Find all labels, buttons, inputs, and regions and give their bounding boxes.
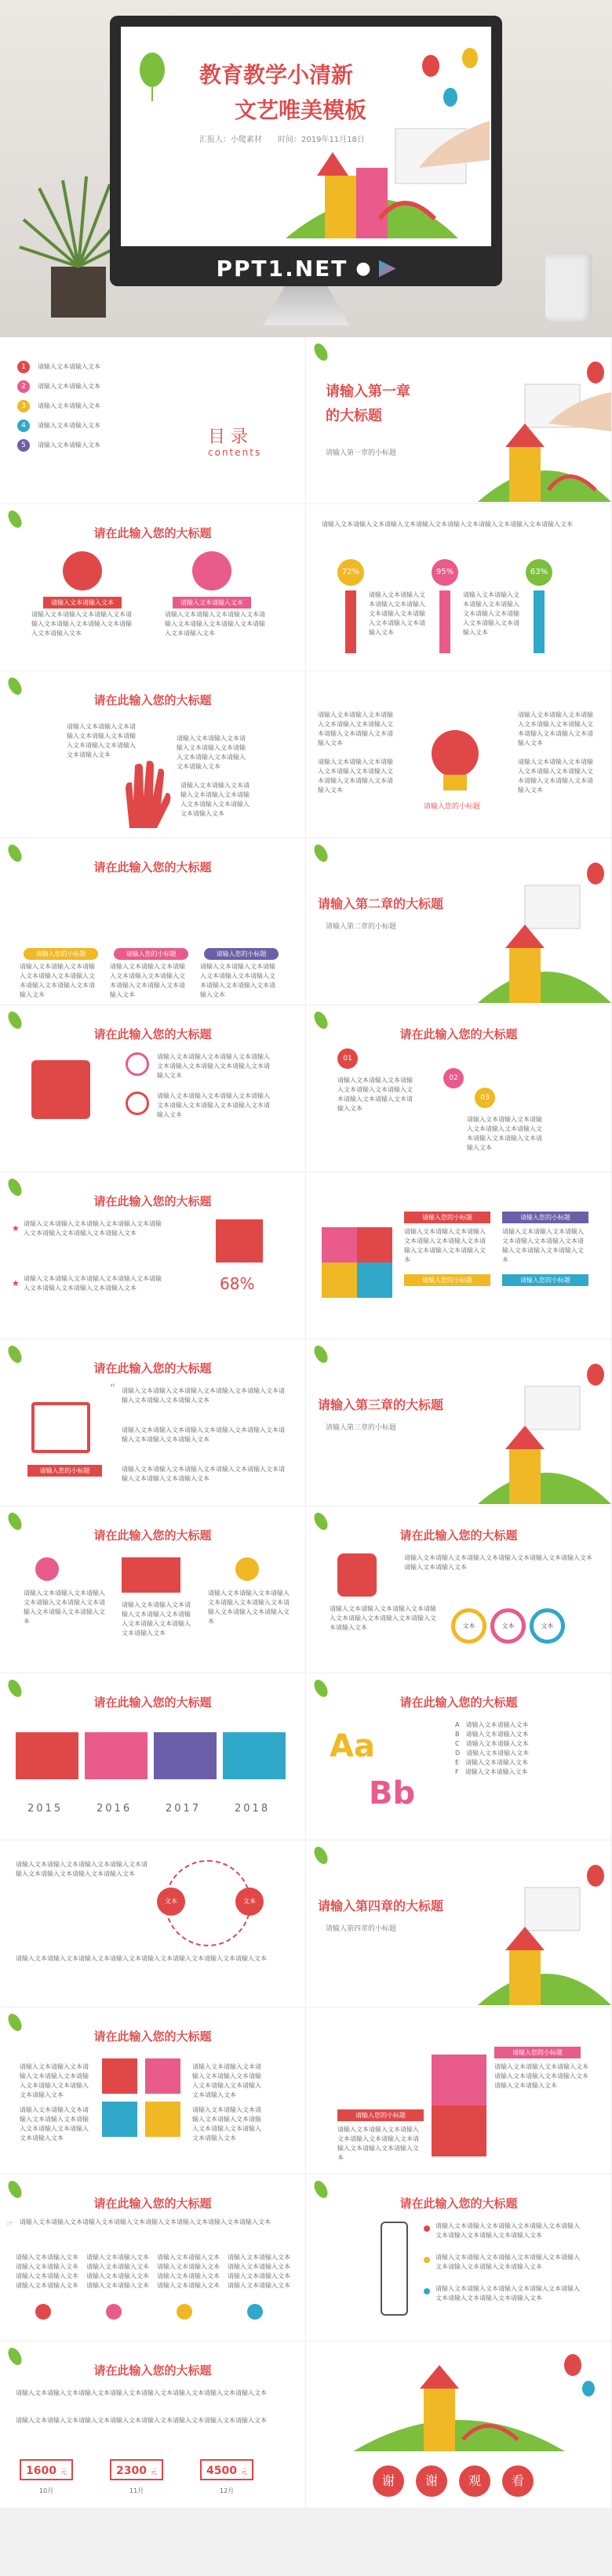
- body-text: 请输入文本请输入文本请输入文本请输入文本请输入文本请输入文本请输入文本请输入文本: [369, 591, 425, 636]
- slide-steps: [306, 1005, 612, 1172]
- body-text: 请输入文本请输入文本请输入文本请输入文本请输入文本请输入文本请输入文本请输入文本: [228, 2254, 290, 2289]
- body-text: 请输入文本请输入文本请输入文本请输入文本请输入文本请输入文本请输入文本请输入文本: [31, 611, 132, 637]
- slide-puzzle: [306, 1172, 612, 1339]
- body-text: 请输入文本请输入文本请输入文本请输入文本请输入文本请输入文本请输入文本请输入文本: [157, 1053, 270, 1079]
- body-text: 请输入文本请输入文本请输入文本请输入文本请输入文本请输入文本请输入文本请输入文本: [16, 2389, 267, 2396]
- body-text: 请输入文本请输入文本请输入文本请输入文本请输入文本请输入文本请输入文本请输入文本: [494, 2063, 588, 2089]
- hero-mockup: [0, 0, 612, 337]
- card-label: 请输入您的小标题: [114, 948, 188, 960]
- hand-icon: [118, 758, 173, 832]
- slide-hand: [0, 671, 306, 838]
- body-text: 请输入文本请输入文本请输入文本请输入文本请输入文本请输入文本请输入文本请输入文本: [180, 782, 250, 817]
- stat-month: 12月: [220, 2487, 235, 2494]
- toc-item: [17, 376, 100, 396]
- timeline-year: 2018: [235, 1803, 271, 1815]
- column-icon: [177, 2304, 192, 2320]
- stat-value: 1600: [26, 2465, 56, 2477]
- timeline-card: [85, 1732, 148, 1779]
- slide-pencil: [0, 1172, 306, 1339]
- stat-box: [200, 2459, 253, 2480]
- calendar-icon: [31, 1060, 90, 1119]
- card-label: 请输入您的小标题: [204, 948, 279, 960]
- monitor: [110, 16, 502, 286]
- body-text: 请输入文本请输入文本请输入文本请输入文本请输入文本请输入文本请输入文本请输入文本: [16, 1955, 267, 1962]
- body-text: 请输入文本请输入文本请输入文本请输入文本请输入文本请输入文本请输入文本请输入文本: [16, 1861, 148, 1877]
- body-text: 请输入文本请输入文本请输入文本请输入文本请输入文本请输入文本请输入文本请输入文本: [177, 735, 246, 770]
- toc-number: 2: [17, 380, 30, 393]
- slide-grid: [0, 337, 612, 2509]
- abc-list: [455, 1720, 529, 1777]
- abc-item: F 请输入文本请输入文本: [455, 1768, 528, 1775]
- abc-item: A 请输入文本请输入文本: [455, 1721, 529, 1728]
- slide-cards: [0, 838, 306, 1005]
- bullet-dot: [424, 2257, 430, 2263]
- percent-bar: [534, 590, 545, 653]
- chapter-illustration: [478, 1355, 611, 1504]
- slide-headline: 请在此输入您的大标题: [93, 2363, 212, 2378]
- toc-item: [17, 357, 100, 376]
- body-text: 请输入文本请输入文本请输入文本请输入文本请输入文本请输入文本请输入文本请输入文本: [322, 521, 573, 528]
- abc-item: E 请输入文本请输入文本: [455, 1759, 529, 1766]
- chapter-illustration: [478, 1856, 611, 2005]
- body-text: 请输入文本请输入文本请输入文本请输入文本请输入文本请输入文本请输入文本请输入文本: [20, 2063, 89, 2098]
- leaf-icon: [311, 843, 331, 863]
- toc-item-text: 请输入文本请输入文本: [38, 401, 100, 409]
- chapter-illustration: [478, 353, 611, 502]
- ring-circle: 文本: [235, 1887, 264, 1916]
- slide-headline: 请在此输入您的大标题: [93, 1027, 212, 1041]
- ring-circle: 文本: [530, 1608, 565, 1644]
- chapter-subtitle: 请输入第四章的小标题: [326, 1925, 397, 1933]
- toc-item-text: 请输入文本请输入文本: [38, 441, 100, 449]
- slide-headline: 请在此输入您的大标题: [399, 1528, 518, 1542]
- slide-calendar: [0, 1005, 306, 1172]
- body-text: 请输入文本请输入文本请输入文本请输入文本请输入文本请输入文本请输入文本请输入文本: [122, 1601, 191, 1637]
- toc-item: [17, 435, 100, 455]
- brand-label: PPT1.NET: [216, 256, 348, 282]
- app-icon: [379, 260, 396, 278]
- toc-number: 4: [17, 420, 30, 432]
- body-text: 请输入文本请输入文本请输入文本请输入文本请输入文本请输入文本请输入文本请输入文本: [467, 1116, 542, 1151]
- card-label: 请输入您的小标题: [24, 948, 98, 960]
- body-text: 请输入文本请输入文本请输入文本请输入文本请输入文本请输入文本请输入文本请输入文本: [122, 1466, 285, 1482]
- toc-number: 1: [17, 361, 30, 373]
- label-box: 请输入您的小标题: [27, 1465, 102, 1477]
- abc-item: D 请输入文本请输入文本: [455, 1749, 530, 1757]
- pin-icon: ☞: [6, 2220, 13, 2229]
- body-text: 请输入文本请输入文本请输入文本请输入文本请输入文本请输入文本请输入文本请输入文本: [16, 2417, 267, 2424]
- timeline-card: [16, 1732, 78, 1779]
- music-icon: [102, 2058, 137, 2094]
- body-text: 请输入文本请输入文本请输入文本请输入文本请输入文本请输入文本请输入文本请输入文本: [435, 2254, 580, 2270]
- toc-item: [17, 416, 100, 435]
- slide-headline: 请在此输入您的大标题: [93, 2029, 212, 2044]
- percent-bar: [439, 590, 450, 653]
- bulb-icon: [432, 730, 479, 777]
- pencil-character-icon: [381, 2222, 408, 2316]
- puzzle-icon: [432, 2055, 486, 2156]
- slide-chapter-1: [306, 337, 612, 504]
- letter-a-icon: Aa: [330, 1728, 375, 1764]
- body-text: 请输入文本请输入文本请输入文本请输入文本请输入文本请输入文本请输入文本请输入文本: [122, 1387, 285, 1404]
- stat-unit: 元: [241, 2469, 248, 2476]
- body-text: 请输入文本请输入文本请输入文本请输入文本请输入文本请输入文本请输入文本请输入文本: [208, 1590, 290, 1625]
- slide-headline: 请在此输入您的大标题: [93, 1194, 212, 1208]
- body-text: 请输入文本请输入文本请输入文本请输入文本请输入文本请输入文本请输入文本请输入文本: [157, 2254, 220, 2289]
- cover-slide: [121, 27, 491, 246]
- body-text: 请输入文本请输入文本请输入文本请输入文本请输入文本请输入文本请输入文本请输入文本: [86, 2254, 149, 2289]
- ring-circle: 文本: [490, 1608, 526, 1644]
- bubble-icon: [126, 1052, 149, 1076]
- ring-circle: 文本: [157, 1887, 185, 1916]
- body-text: 请输入文本请输入文本请输入文本请输入文本请输入文本请输入文本请输入文本请输入文本: [157, 1092, 270, 1118]
- stat-unit: 元: [60, 2469, 67, 2476]
- slide-headline: 请在此输入您的大标题: [93, 1695, 212, 1709]
- icon-badge: [235, 1557, 259, 1581]
- slide-headline: 请在此输入您的大标题: [93, 1528, 212, 1542]
- label-box: 请输入文本请输入文本: [43, 597, 122, 609]
- body-text: 请输入文本请输入文本请输入文本请输入文本请输入文本请输入文本请输入文本请输入文本: [200, 963, 275, 998]
- body-text: 请输入文本请输入文本请输入文本请输入文本请输入文本请输入文本请输入文本请输入文本: [337, 2126, 419, 2161]
- body-text: 请输入文本请输入文本请输入文本请输入文本请输入文本请输入文本请输入文本请输入文本: [67, 723, 136, 758]
- cover-presenter: 汇报人：小爬素材 时间：2019年11月18日: [199, 136, 365, 144]
- slide-two-icons: [0, 504, 306, 671]
- body-text: 请输入文本请输入文本请输入文本请输入文本请输入文本请输入文本请输入文本请输入文本: [16, 2254, 78, 2289]
- leaf-icon: [311, 342, 331, 362]
- calculator-icon: [145, 2058, 180, 2094]
- body-text: 请输入文本请输入文本请输入文本请输入文本请输入文本请输入文本请输入文本请输入文本: [435, 2222, 580, 2239]
- bullet-dot: [424, 2225, 430, 2232]
- slide-timeline: [0, 1673, 306, 1840]
- slide-chapter-4: [306, 1840, 612, 2007]
- body-text: 请输入文本请输入文本请输入文本请输入文本请输入文本请输入文本请输入文本请输入文本: [318, 711, 393, 747]
- thanks-char: 谢: [416, 2465, 447, 2497]
- percent-badge: 72%: [337, 559, 364, 586]
- stat-box: [110, 2459, 163, 2480]
- presentation-icon: [31, 1402, 90, 1453]
- mug: [545, 255, 592, 322]
- chapter-title: 请输入第三章的大标题: [318, 1397, 444, 1412]
- slide-headline: 请在此输入您的大标题: [93, 693, 212, 707]
- timeline-year: 2015: [27, 1803, 64, 1815]
- thanks-char: 谢: [373, 2465, 404, 2497]
- column-icon: [35, 2304, 51, 2320]
- body-text: 请输入文本请输入文本请输入文本请输入文本请输入文本请输入文本请输入文本请输入文本: [330, 1605, 436, 1631]
- ring-circle: 文本: [451, 1608, 486, 1644]
- body-text: 请输入文本请输入文本请输入文本请输入文本请输入文本请输入文本请输入文本请输入文本: [165, 611, 265, 637]
- thanks-char: 看: [502, 2465, 534, 2497]
- bubble-icon: [126, 1092, 149, 1115]
- step-number: 03: [475, 1088, 495, 1108]
- body-text: 请输入文本请输入文本请输入文本请输入文本请输入文本请输入文本请输入文本请输入文本: [24, 1590, 105, 1625]
- column-icon: [247, 2304, 263, 2320]
- label-box: 请输入您的小标题: [404, 1212, 490, 1223]
- timeline-card: [223, 1732, 286, 1779]
- body-text: 请输入文本请输入文本请输入文本请输入文本请输入文本请输入文本请输入文本请输入文本: [404, 1228, 486, 1263]
- fist-icon: [337, 1553, 377, 1597]
- star-icon: ★: [12, 1223, 20, 1234]
- chapter-subtitle: 请输入第一章的小标题: [326, 449, 397, 457]
- letter-b-icon: Bb: [369, 1775, 416, 1811]
- toc-item-text: 请输入文本请输入文本: [38, 362, 100, 370]
- body-text: 请输入文本请输入文本请输入文本请输入文本请输入文本请输入文本请输入文本请输入文本: [20, 2218, 271, 2225]
- stat-month: 10月: [39, 2487, 54, 2494]
- step-number: 01: [337, 1048, 358, 1069]
- document-icon: [102, 2102, 137, 2137]
- slide-headline: 请在此输入您的大标题: [93, 2196, 212, 2211]
- slide-headline: 请在此输入您的大标题: [399, 2196, 518, 2211]
- slide-abc: [306, 1673, 612, 1840]
- slide-thanks: [306, 2342, 612, 2509]
- slide-bulb: [306, 671, 612, 838]
- body-text: 请输入文本请输入文本请输入文本请输入文本请输入文本请输入文本请输入文本请输入文本: [110, 963, 185, 998]
- monitor-chin: [110, 251, 502, 286]
- body-text: 请输入文本请输入文本请输入文本请输入文本请输入文本请输入文本请输入文本请输入文本: [502, 1228, 584, 1263]
- quote-mark: “: [110, 1382, 116, 1395]
- toc-item-text: 请输入文本请输入文本: [38, 382, 100, 390]
- slide-three-icons: [0, 1506, 306, 1673]
- bulb-caption: 请输入您的小标题: [424, 803, 481, 811]
- stat-box: [20, 2459, 73, 2480]
- abc-item: C 请输入文本请输入文本: [455, 1740, 529, 1747]
- slide-percents: [306, 504, 612, 671]
- body-text: 请输入文本请输入文本请输入文本请输入文本请输入文本请输入文本请输入文本请输入文本: [518, 758, 593, 794]
- stat-month: 11月: [129, 2487, 144, 2494]
- toc-subtitle: contents: [208, 447, 262, 458]
- slide-toc: [0, 337, 306, 504]
- body-text: 请输入文本请输入文本请输入文本请输入文本请输入文本请输入文本请输入文本请输入文本: [318, 758, 393, 794]
- slide-headline: 请在此输入您的大标题: [399, 1027, 518, 1041]
- cover-title-2: 文艺唯美模板: [235, 97, 367, 123]
- column-icon: [106, 2304, 122, 2320]
- slide-chapter-3: [306, 1339, 612, 1506]
- folder-icon: [145, 2102, 180, 2137]
- slide-pencil-char: [306, 2175, 612, 2342]
- leaf-icon: [311, 1344, 331, 1364]
- label-box: 请输入文本请输入文本: [173, 597, 251, 609]
- icon-badge: [35, 1557, 59, 1581]
- body-text: 请输入文本请输入文本请输入文本请输入文本请输入文本请输入文本请输入文本请输入文本: [122, 1426, 285, 1443]
- body-text: 请输入文本请输入文本请输入文本请输入文本请输入文本请输入文本请输入文本请输入文本: [20, 2106, 89, 2142]
- toc-title: 目 录: [208, 427, 248, 447]
- label-box: 请输入您的小标题: [404, 1274, 490, 1286]
- stat-unit: 元: [151, 2469, 158, 2476]
- icon-badge: [122, 1557, 180, 1593]
- chapter-illustration: [478, 854, 611, 1003]
- timeline-card: [154, 1732, 217, 1779]
- toc-number: 3: [17, 400, 30, 412]
- apple-icon: ●: [355, 259, 371, 278]
- slide-chapter-2: [306, 838, 612, 1005]
- toc-item-text: 请输入文本请输入文本: [38, 421, 100, 429]
- pencil-icon: [216, 1219, 263, 1263]
- toc-number: 5: [17, 439, 30, 452]
- arch-icon: [192, 551, 231, 590]
- thanks-illustration: [306, 2342, 612, 2451]
- slide-app-icons: [0, 2007, 306, 2175]
- slide-four-columns: [0, 2175, 306, 2342]
- body-text: 请输入文本请输入文本请输入文本请输入文本请输入文本请输入文本请输入文本请输入文本: [192, 2063, 261, 2098]
- thanks-char: 观: [459, 2465, 490, 2497]
- label-box: 请输入您的小标题: [502, 1274, 588, 1286]
- body-text: 请输入文本请输入文本请输入文本请输入文本请输入文本请输入文本请输入文本请输入文本: [463, 591, 519, 636]
- body-text: 请输入文本请输入文本请输入文本请输入文本请输入文本请输入文本请输入文本请输入文本: [24, 1220, 162, 1237]
- body-text: 请输入文本请输入文本请输入文本请输入文本请输入文本请输入文本请输入文本请输入文本: [518, 711, 593, 747]
- timeline-year: 2016: [97, 1803, 133, 1815]
- body-text: 请输入文本请输入文本请输入文本请输入文本请输入文本请输入文本请输入文本请输入文本: [24, 1275, 162, 1292]
- percent-badge: 95%: [432, 559, 458, 586]
- body-text: 请输入文本请输入文本请输入文本请输入文本请输入文本请输入文本请输入文本请输入文本: [435, 2285, 580, 2302]
- chapter-title: 请输入第二章的大标题: [318, 896, 444, 911]
- body-text: 请输入文本请输入文本请输入文本请输入文本请输入文本请输入文本请输入文本请输入文本: [337, 1077, 413, 1112]
- label-box: 请输入您的小标题: [502, 1212, 588, 1223]
- step-number: 02: [443, 1068, 464, 1088]
- leaf-icon: [311, 1845, 331, 1866]
- body-text: 请输入文本请输入文本请输入文本请输入文本请输入文本请输入文本请输入文本请输入文本: [20, 963, 95, 998]
- slide-ring-diagram: [0, 1840, 306, 2007]
- stat-value: 4500: [206, 2465, 237, 2477]
- slide-circles: [306, 1506, 612, 1673]
- timeline-year: 2017: [166, 1803, 202, 1815]
- slide-headline: 请在此输入您的大标题: [93, 526, 212, 540]
- chapter-title: 请输入第四章的大标题: [318, 1898, 444, 1913]
- slide-presentation: [0, 1339, 306, 1506]
- percent-value: 68%: [220, 1274, 255, 1293]
- body-text: 请输入文本请输入文本请输入文本请输入文本请输入文本请输入文本请输入文本请输入文本: [192, 2106, 261, 2142]
- puzzle-icon: [322, 1227, 392, 1298]
- slide-stats: [0, 2342, 306, 2509]
- percent-badge: 63%: [526, 559, 552, 586]
- percent-bar: [345, 590, 356, 653]
- label-box: 请输入您的小标题: [494, 2047, 581, 2058]
- chapter-subtitle: 请输入第二章的小标题: [326, 923, 397, 931]
- bullet-dot: [424, 2288, 430, 2294]
- stat-value: 2300: [116, 2465, 147, 2477]
- cover-title-1: 教育教学小清新: [199, 62, 354, 88]
- label-box: 请输入您的小标题: [337, 2109, 424, 2121]
- chapter-subtitle: 请输入第三章的小标题: [326, 1424, 397, 1432]
- arch-icon: [63, 551, 102, 590]
- slide-headline: 请在此输入您的大标题: [93, 1361, 212, 1375]
- chapter-title: 请输入第一章 的大标题: [326, 383, 410, 424]
- slide-headline: 请在此输入您的大标题: [93, 860, 212, 874]
- slide-headline: 请在此输入您的大标题: [399, 1695, 518, 1709]
- body-text: 请输入文本请输入文本请输入文本请输入文本请输入文本请输入文本请输入文本请输入文本: [404, 1554, 592, 1571]
- star-icon: ★: [12, 1278, 20, 1288]
- bulb-base: [443, 775, 467, 790]
- slide-puzzle-2: [306, 2007, 612, 2175]
- abc-item: B 请输入文本请输入文本: [455, 1731, 529, 1738]
- monitor-stand: [263, 286, 349, 325]
- toc-item: [17, 396, 100, 416]
